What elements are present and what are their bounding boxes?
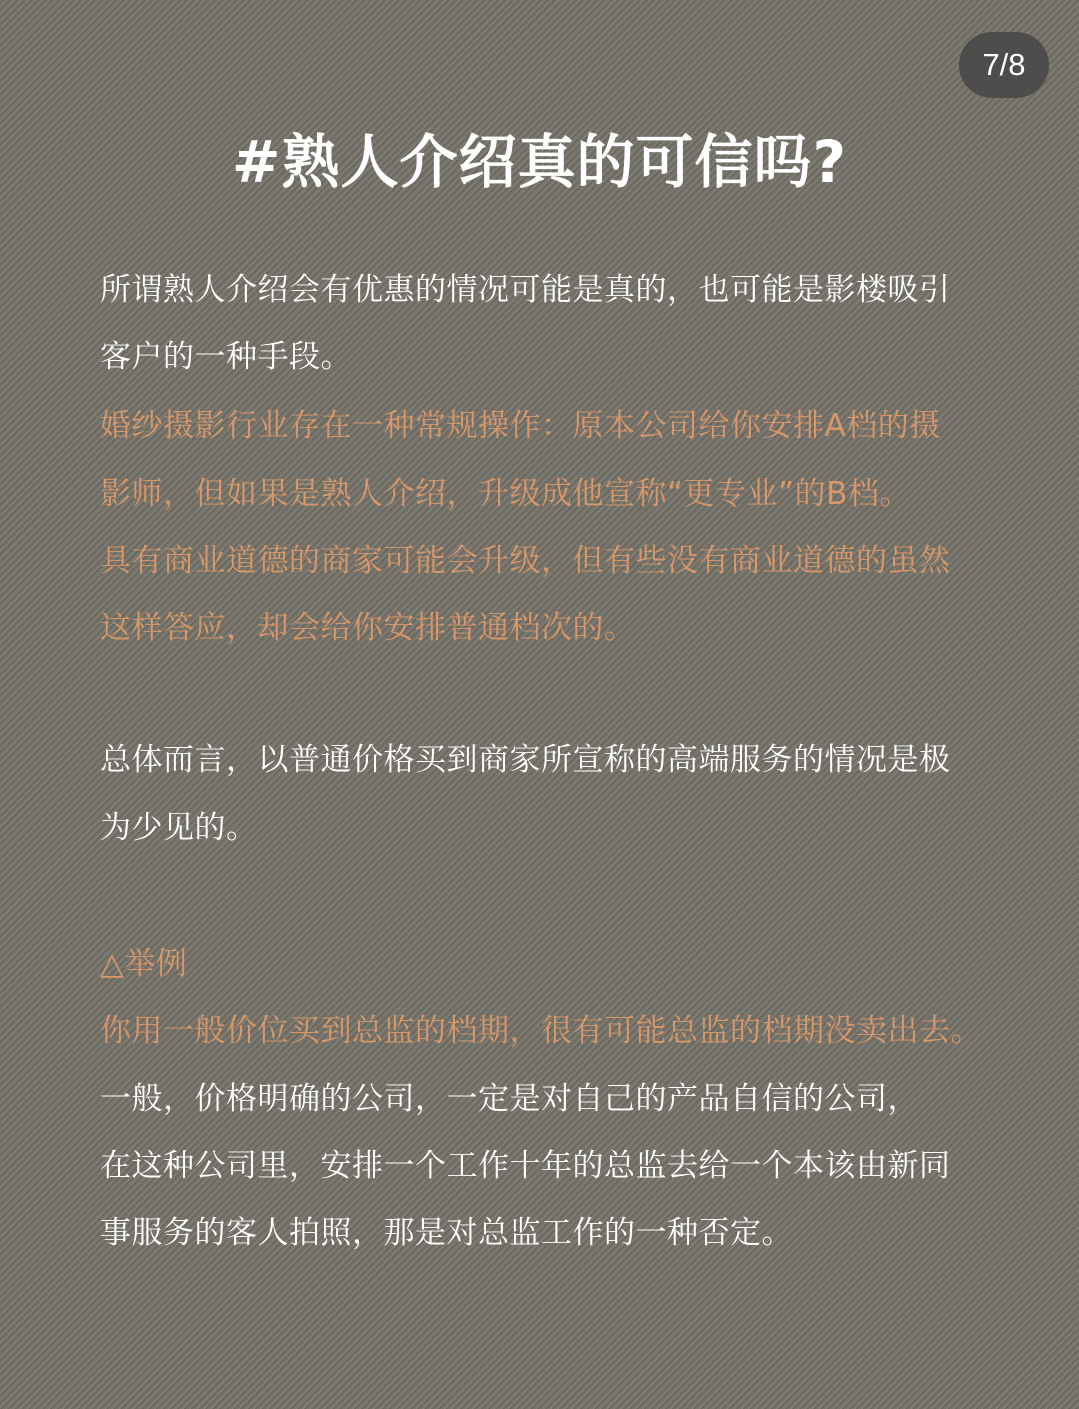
page-indicator-badge: 7/8 — [959, 32, 1049, 98]
text-line: 客户的一种手段。 — [100, 339, 352, 375]
page-title: #熟人介绍真的可信吗? — [231, 128, 848, 196]
text-line: 总体而言，以普通价格买到商家所宣称的高端服务的情况是极 — [100, 742, 951, 778]
text-line: 为少见的。 — [100, 810, 258, 846]
highlight-line: 影师，但如果是熟人介绍，升级成他宣称“更专业”的B档。 — [100, 476, 911, 512]
highlight-line: 你用一般价位买到总监的档期，很有可能总监的档期没卖出去。 — [100, 1013, 982, 1049]
highlight-line: 具有商业道德的商家可能会升级，但有些没有商业道德的虽然 — [100, 543, 951, 579]
highlight-line: 婚纱摄影行业存在一种常规操作：原本公司给你安排A档的摄 — [100, 408, 941, 444]
highlight-line: 这样答应，却会给你安排普通档次的。 — [100, 610, 636, 646]
example-heading: △举例 — [100, 946, 188, 982]
text-line: 在这种公司里，安排一个工作十年的总监去给一个本该由新同 — [100, 1148, 951, 1184]
text-line: 一般，价格明确的公司，一定是对自己的产品自信的公司， — [100, 1081, 919, 1117]
text-line: 事服务的客人拍照，那是对总监工作的一种否定。 — [100, 1215, 793, 1251]
text-line: 所谓熟人介绍会有优惠的情况可能是真的，也可能是影楼吸引 — [100, 272, 951, 308]
